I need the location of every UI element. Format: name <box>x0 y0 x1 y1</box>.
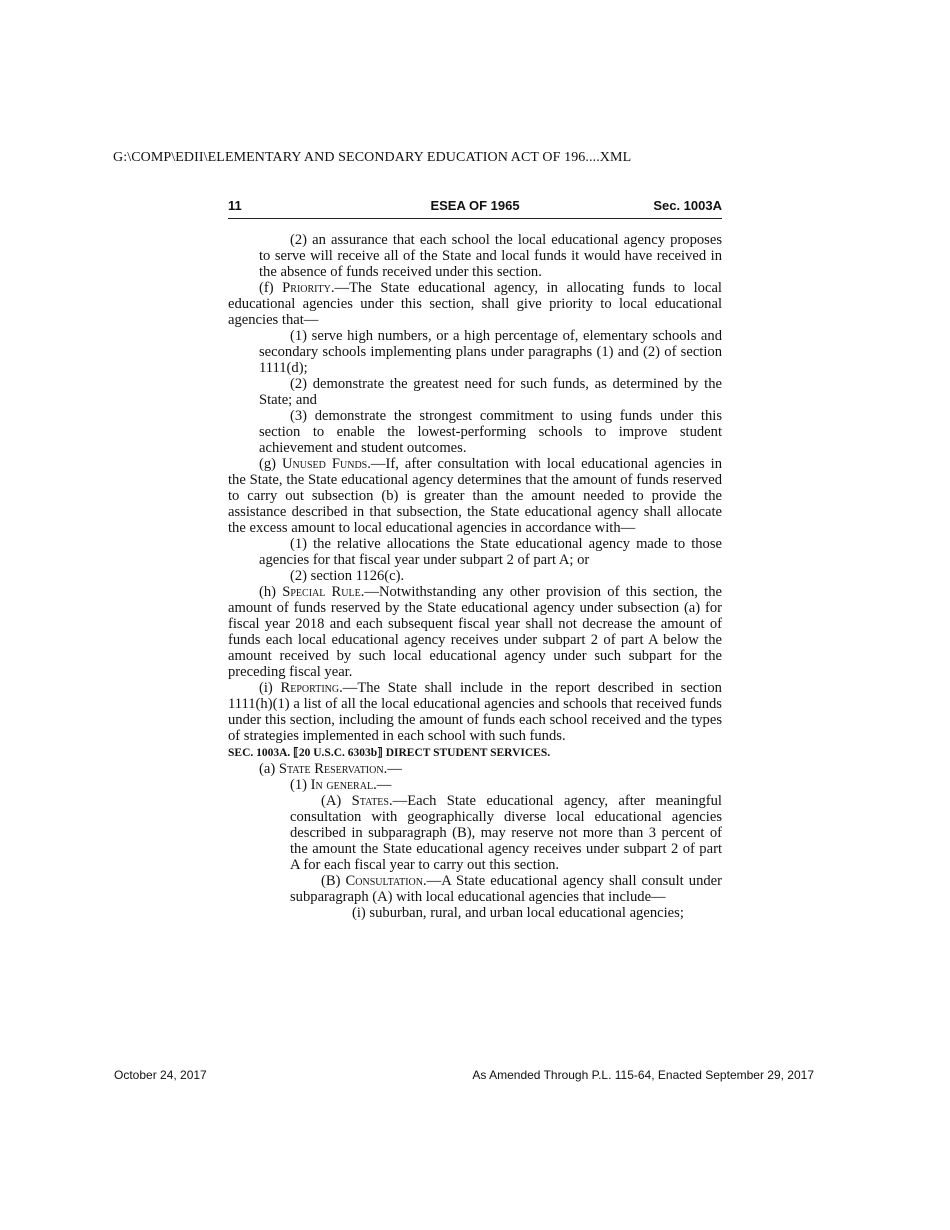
paragraph-g2: (2) section 1126(c). <box>290 568 405 584</box>
paragraph-h-special-rule: (h) Special Rule.—Notwithstanding any other provision of this section, the amount of funds reserved by the State educational agency under subsection (a) for fiscal year 2018 and each subsequent fiscal year shall not decrease the amount of funds each local educational agency receives under subpart 2 of part A below the amount received by such local educational agency under such subpart for the preceding fiscal year. <box>228 584 722 680</box>
section-label: Sec. 1003A <box>653 198 722 213</box>
paragraph-g-unused-funds: (g) Unused Funds.—If, after consultation with local educational agencies in the State, the State educational agency determines that the amount of funds reserved to carry out subsection (b) is greater than the amount needed to provide the assistance described in that subsection, the State educational agency shall allocate the excess amount to local educational agencies in accordance with— <box>228 456 722 536</box>
document-body <box>228 232 722 921</box>
paragraph-e2: (2) an assurance that each school the local educational agency proposes to serve will receive all of the State and local funds it would have received in the absence of funds received under this section. <box>259 232 722 280</box>
file-path: G:\COMP\EDII\ELEMENTARY AND SECONDARY EDUCATION ACT OF 196....XML <box>113 150 632 165</box>
act-title: ESEA OF 1965 <box>430 198 520 213</box>
paragraph-f-priority: (f) Priority.—The State educational agency, in allocating funds to local educational agencies under this section, shall give priority to local educational agencies that— <box>228 280 722 328</box>
paragraph-a-state-reservation: (a) State Reservation.— <box>259 761 402 777</box>
paragraph-i-reporting: (i) Reporting.—The State shall include in the report described in section 1111(h)(1) a list of all the local educational agencies and schools that received funds under this section, including the amount of funds each school received and the types of strategies implemented in each school with such funds. <box>228 680 722 744</box>
running-head <box>228 198 722 219</box>
paragraph-Bi: (i) suburban, rural, and urban local educational agencies; <box>352 905 684 921</box>
footer-date: October 24, 2017 <box>114 1068 207 1082</box>
page-number: 11 <box>228 198 242 213</box>
paragraph-g1: (1) the relative allocations the State educational agency made to those agencies for that fiscal year under subpart 2 of part A; or <box>259 536 722 568</box>
paragraph-f3: (3) demonstrate the strongest commitment to using funds under this section to enable the lowest-performing schools to improve student achievement and student outcomes. <box>259 408 722 456</box>
section-heading: SEC. 1003A. ⟦20 U.S.C. 6303b⟧ DIRECT STUDENT SERVICES. <box>228 747 551 759</box>
paragraph-A-states: (A) States.—Each State educational agency, after meaningful consultation with geographically diverse local educational agencies described in subparagraph (B), may reserve not more than 3 percent of the amount the State educational agency receives under subpart 2 of part A for each fiscal year to carry out this section. <box>290 793 722 873</box>
paragraph-f1: (1) serve high numbers, or a high percentage of, elementary schools and secondary schools implementing plans under paragraphs (1) and (2) of section 1111(d); <box>259 328 722 376</box>
paragraph-f2: (2) demonstrate the greatest need for such funds, as determined by the State; and <box>259 376 722 408</box>
paragraph-B-consultation: (B) Consultation.—A State educational agency shall consult under subparagraph (A) with local educational agencies that include— <box>290 873 722 905</box>
footer-amended: As Amended Through P.L. 115-64, Enacted September 29, 2017 <box>472 1068 814 1082</box>
paragraph-a1-in-general: (1) In general.— <box>290 777 392 793</box>
